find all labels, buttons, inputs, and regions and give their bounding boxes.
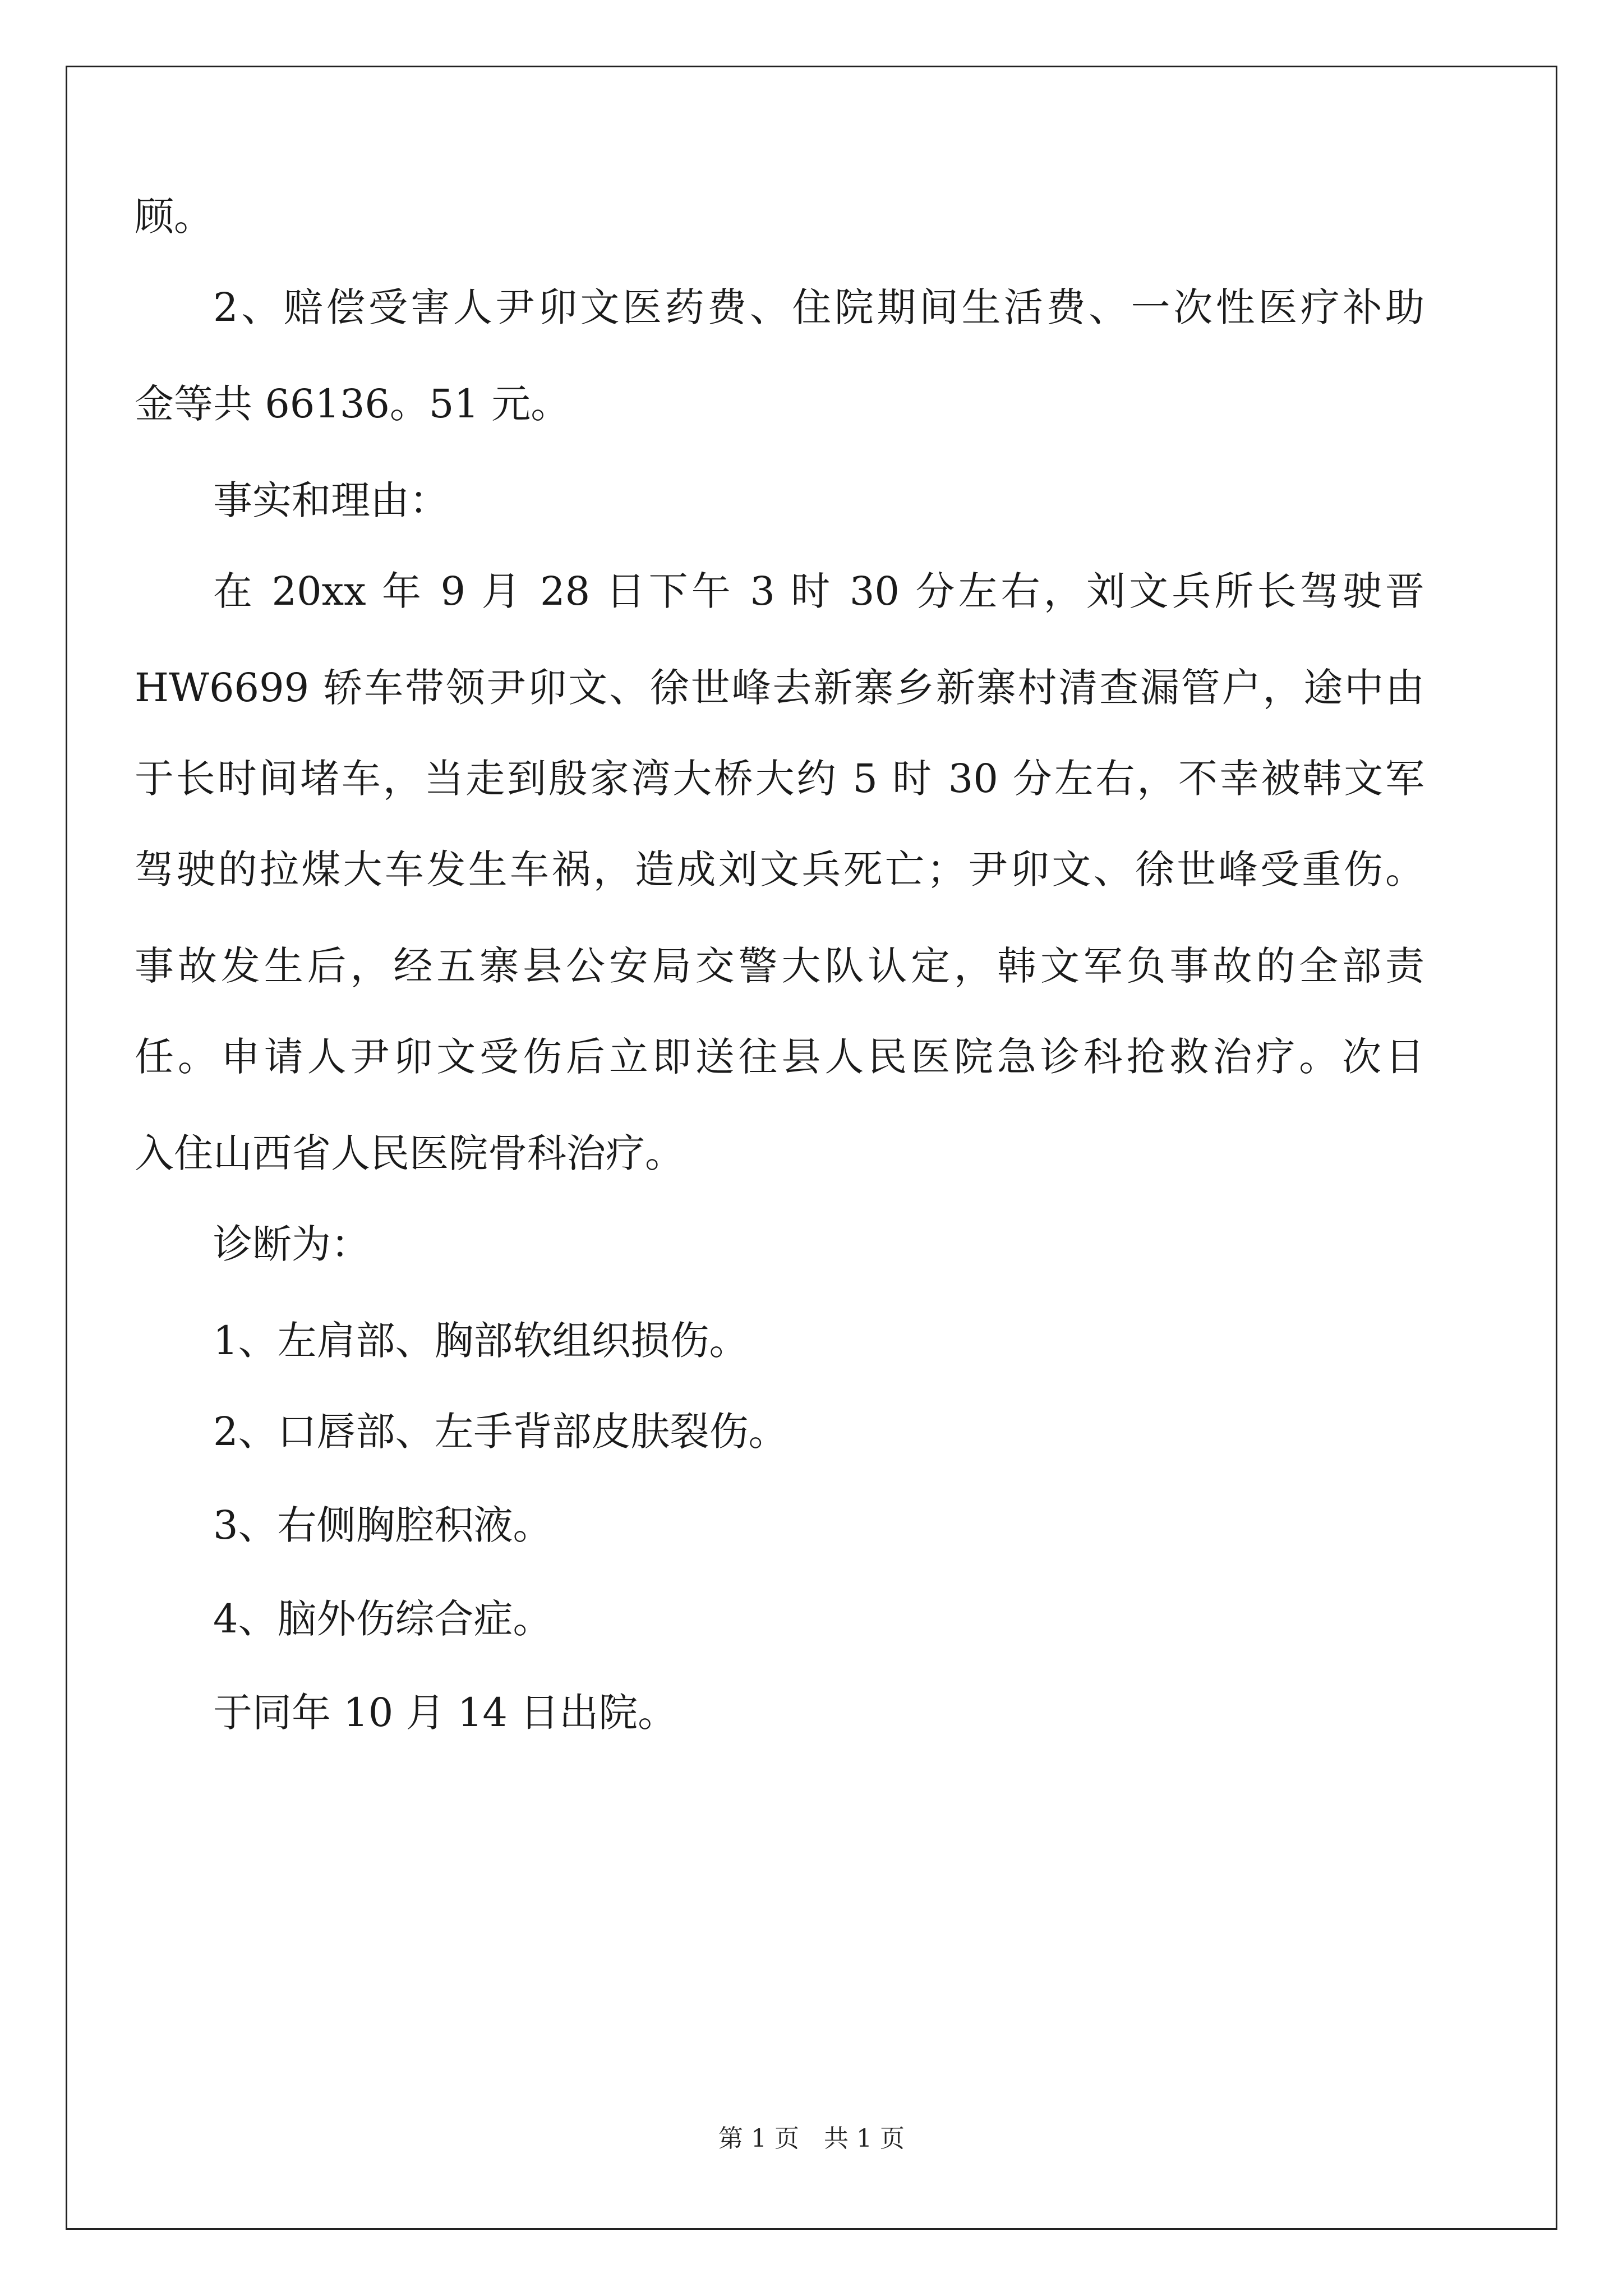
text-line: 金等共 66136。51 元。 <box>135 381 570 427</box>
text-line: 1、左肩部、胸部软组织损伤。 <box>213 1318 749 1364</box>
text-line: HW6699 轿车带领尹卯文、徐世峰去新寨乡新寨村清查漏管户，途中由 <box>135 665 1424 711</box>
text-line: 3、右侧胸腔积液。 <box>213 1502 552 1548</box>
text-line: 顾。 <box>135 194 213 240</box>
text-line: 在 20xx 年 9 月 28 日下午 3 时 30 分左右，刘文兵所长驾驶晋 <box>213 568 1424 614</box>
page-total: 共 1 页 <box>824 2124 905 2153</box>
text-line: 2、赔偿受害人尹卯文医药费、住院期间生活费、一次性医疗补助 <box>213 284 1424 330</box>
text-line: 于长时间堵车，当走到殷家湾大桥大约 5 时 30 分左右，不幸被韩文军 <box>135 756 1424 802</box>
text-line: 诊断为： <box>213 1221 370 1267</box>
text-line: 事故发生后，经五寨县公安局交警大队认定，韩文军负事故的全部责 <box>135 943 1424 989</box>
text-line: 事实和理由： <box>213 477 449 523</box>
text-line: 2、口唇部、左手背部皮肤裂伤。 <box>213 1409 788 1455</box>
text-line: 4、脑外伤综合症。 <box>213 1596 552 1642</box>
text-line: 驾驶的拉煤大车发生车祸，造成刘文兵死亡；尹卯文、徐世峰受重伤。 <box>135 846 1424 892</box>
text-line: 任。申请人尹卯文受伤后立即送往县人民医院急诊科抢救治疗。次日 <box>135 1034 1424 1080</box>
document-body <box>135 191 1424 1736</box>
text-line: 入住山西省人民医院骨科治疗。 <box>135 1130 684 1176</box>
text-line: 于同年 10 月 14 日出院。 <box>213 1690 677 1736</box>
page-number: 第 1 页 <box>718 2124 799 2153</box>
page-footer <box>0 2122 1623 2156</box>
